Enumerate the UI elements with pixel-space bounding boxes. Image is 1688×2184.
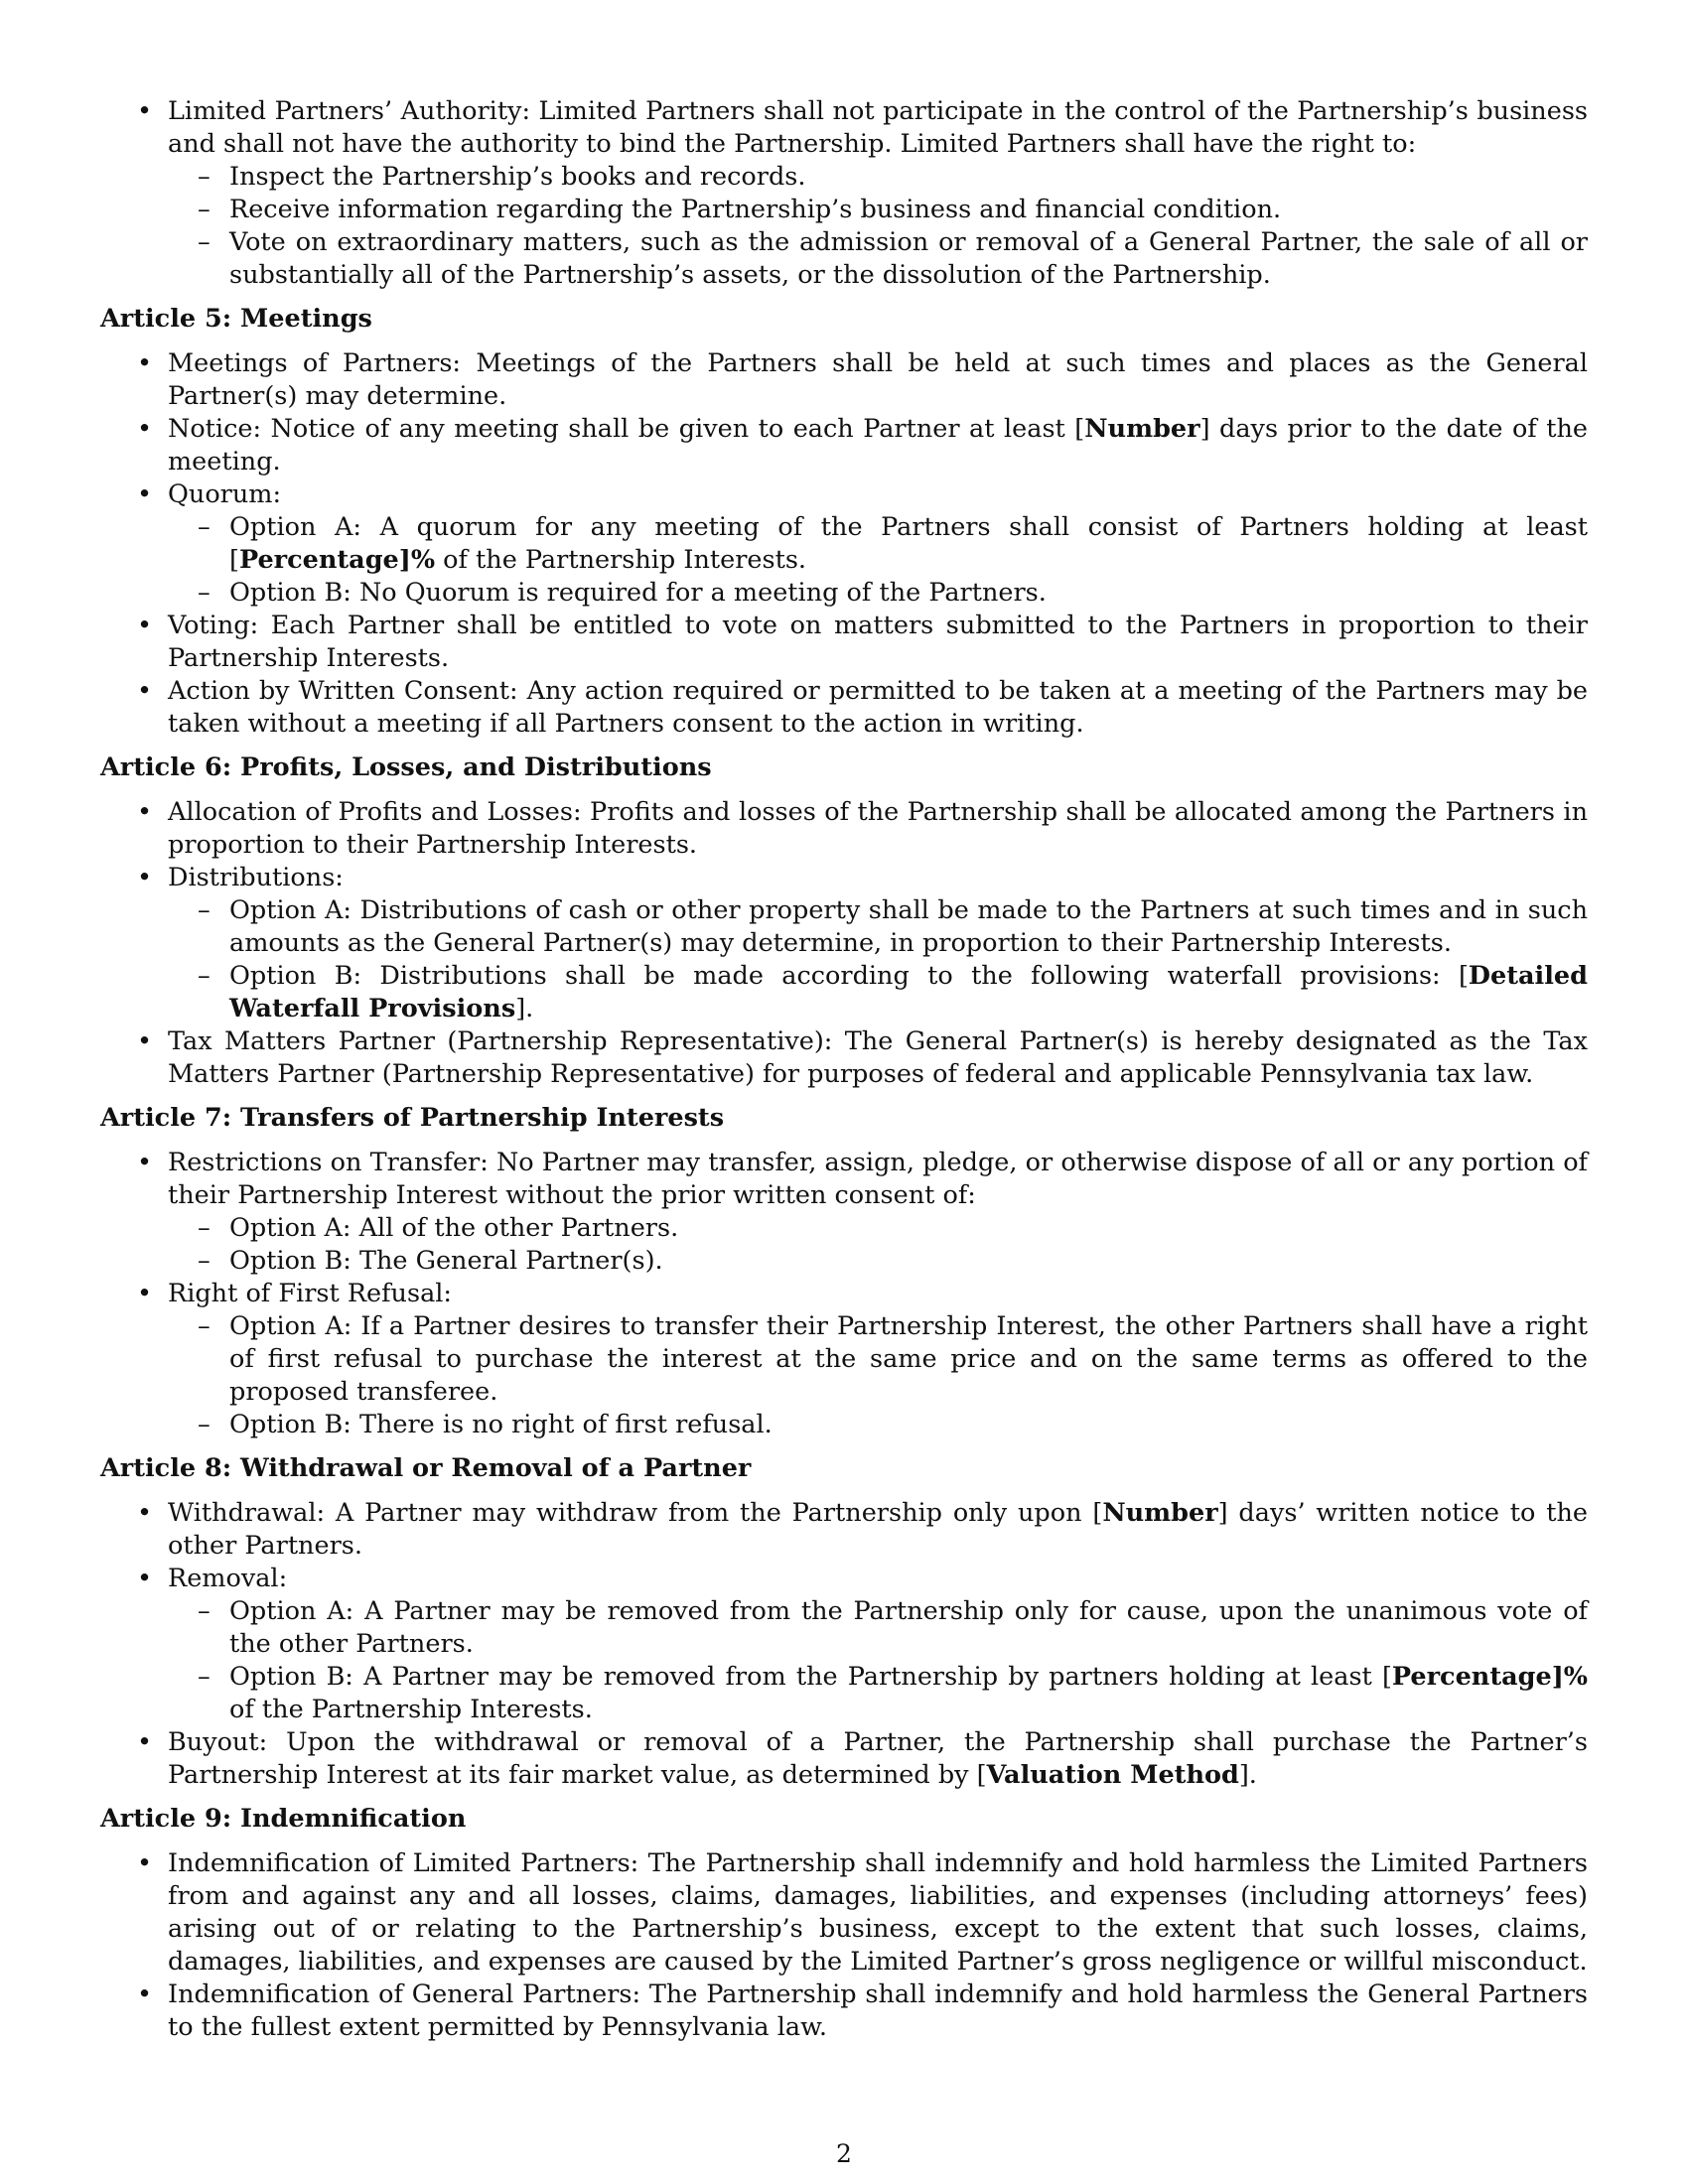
rofr-options xyxy=(100,1310,1588,1441)
removal-label: Removal: xyxy=(168,1564,288,1593)
notice-text-a: Notice: Notice of any meeting shall be given to each Partner at least [ xyxy=(168,414,1085,444)
article-5-heading: Article 5: Meetings xyxy=(100,304,372,334)
quorum-label: Quorum: xyxy=(168,479,282,509)
placeholder-percentage: Percentage xyxy=(1391,1662,1552,1692)
limited-authority-sublist xyxy=(100,161,1588,292)
article-8-heading: Article 8: Withdrawal or Removal of a Partner xyxy=(100,1453,752,1483)
placeholder-number: Number xyxy=(1084,414,1200,444)
list-item: – Inspect the Partnership’s books and records. xyxy=(168,161,1588,194)
list-item: – Option A: Distributions of cash or other property shall be made to the Partners at such times and in such amounts as the General Partner(s) may determine, in proportion to their Partnership Interests. xyxy=(168,894,1588,960)
article-5-list xyxy=(100,347,1588,741)
distributions-options xyxy=(100,894,1588,1025)
list-item: – Option A: If a Partner desires to transfer their Partnership Interest, the other Partners shall have a right of first refusal to purchase the interest at the same price and on the same terms as offered to the proposed transferee. xyxy=(168,1310,1588,1409)
list-item xyxy=(168,511,1588,577)
list-item: • Meetings of Partners: Meetings of the Partners shall be held at such times and places as the General Partner(s) may determine. xyxy=(100,347,1588,413)
list-item-notice xyxy=(100,413,1588,478)
distributions-label: Distributions: xyxy=(168,863,344,892)
placeholder-valuation-method: Valuation Method xyxy=(986,1760,1239,1790)
placeholder-waterfall: Detailed Waterfall Provisions xyxy=(229,961,1588,1024)
buyout-text-a: Buyout: Upon the withdrawal or removal of a Partner, the Partnership shall purchase the Partner’s Partnership Interest at its fair market value, as determined by [ xyxy=(168,1727,1588,1790)
list-item xyxy=(168,1661,1588,1726)
list-item: • Indemnification of Limited Partners: The Partnership shall indemnify and hold harmless the Limited Partners from and against any and all losses, claims, damages, liabilities, and expenses (including attorneys’ fees) arising out of or relating to the Partnership’s business, except to the extent that such losses, claims, damages, liabilities, and expenses are caused by the Limited Partner’s gross negligence or willful misconduct. xyxy=(100,1847,1588,1979)
restrictions-text: Restrictions on Transfer: No Partner may transfer, assign, pledge, or otherwise dispose of all or any portion of their Partnership Interest without the prior written consent of: xyxy=(168,1148,1588,1210)
placeholder-percentage: Percentage xyxy=(238,545,399,575)
rofr-label: Right of First Refusal: xyxy=(168,1279,453,1308)
list-item: – Vote on extraordinary matters, such as the admission or removal of a General Partner, the sale of all or substantially all of the Partnership’s assets, or the dissolution of the Partnership. xyxy=(168,226,1588,292)
document-page xyxy=(100,95,1588,2044)
dist-b-text: Option B: Distributions shall be made according to the following waterfall provisions: [ xyxy=(229,961,1469,991)
intro-list xyxy=(100,95,1588,292)
list-item: • Voting: Each Partner shall be entitled to vote on matters submitted to the Partners in proportion to their Partnership Interests. xyxy=(100,610,1588,675)
article-9-list xyxy=(100,1847,1588,2044)
article-6-heading: Article 6: Profits, Losses, and Distributions xyxy=(100,752,712,782)
limited-authority-text: Limited Partners’ Authority: Limited Partners shall not participate in the control of the Partnership’s business and shall not have the authority to bind the Partnership. Limited Partners shall have the right to: xyxy=(168,96,1588,159)
list-item-distributions xyxy=(100,862,1588,1025)
list-item: – Option B: The General Partner(s). xyxy=(168,1245,1588,1278)
list-item-rofr xyxy=(100,1278,1588,1441)
list-item-limited-authority xyxy=(100,95,1588,292)
dist-b-tail: ]. xyxy=(515,994,534,1024)
percent-sign: ]% xyxy=(398,545,436,575)
percent-sign: ]% xyxy=(1551,1662,1588,1692)
list-item: – Receive information regarding the Partnership’s business and financial condition. xyxy=(168,194,1588,226)
list-item xyxy=(168,960,1588,1025)
article-9-heading: Article 9: Indemnification xyxy=(100,1804,467,1834)
quorum-options xyxy=(100,511,1588,610)
list-item: • Tax Matters Partner (Partnership Representative): The General Partner(s) is hereby designated as the Tax Matters Partner (Partnership Representative) for purposes of federal and applicable Pennsylvania tax law. xyxy=(100,1025,1588,1091)
quorum-a-text: Option A: A quorum for any meeting of the Partners shall consist of Partners holding at least [ xyxy=(229,512,1588,575)
list-item: – Option B: There is no right of first refusal. xyxy=(168,1409,1588,1441)
list-item: • Indemnification of General Partners: The Partnership shall indemnify and hold harmless the General Partners to the fullest extent permitted by Pennsylvania law. xyxy=(100,1979,1588,2044)
article-8-list xyxy=(100,1497,1588,1792)
removal-options xyxy=(100,1595,1588,1726)
list-item-restrictions xyxy=(100,1147,1588,1278)
removal-b-text: Option B: A Partner may be removed from the Partnership by partners holding at least [ xyxy=(229,1662,1392,1692)
notice-text-c: ] days prior to the date of the meeting. xyxy=(168,414,1588,477)
list-item-buyout xyxy=(100,1726,1588,1792)
list-item-removal xyxy=(100,1563,1588,1726)
list-item-quorum xyxy=(100,478,1588,610)
list-item: – Option A: All of the other Partners. xyxy=(168,1212,1588,1245)
placeholder-number: Number xyxy=(1102,1498,1218,1528)
list-item: • Action by Written Consent: Any action required or permitted to be taken at a meeting of the Partners may be taken without a meeting if all Partners consent to the action in writing. xyxy=(100,675,1588,741)
buyout-text-c: ]. xyxy=(1238,1760,1257,1790)
withdrawal-text-a: Withdrawal: A Partner may withdraw from the Partnership only upon [ xyxy=(168,1498,1103,1528)
removal-b-tail: of the Partnership Interests. xyxy=(229,1695,593,1724)
list-item: – Option A: A Partner may be removed from the Partnership only for cause, upon the unanimous vote of the other Partners. xyxy=(168,1595,1588,1661)
withdrawal-text-c: ] days’ written notice to the other Partners. xyxy=(168,1498,1589,1561)
list-item-withdrawal xyxy=(100,1497,1588,1563)
article-6-list xyxy=(100,796,1588,1091)
quorum-a-tail: of the Partnership Interests. xyxy=(435,545,807,575)
article-7-list xyxy=(100,1147,1588,1441)
list-item: – Option B: No Quorum is required for a meeting of the Partners. xyxy=(168,577,1588,610)
restrictions-options xyxy=(100,1212,1588,1278)
page-number: 2 xyxy=(836,2139,852,2168)
article-7-heading: Article 7: Transfers of Partnership Interests xyxy=(100,1103,725,1133)
list-item: • Allocation of Profits and Losses: Profits and losses of the Partnership shall be allocated among the Partners in proportion to their Partnership Interests. xyxy=(100,796,1588,862)
